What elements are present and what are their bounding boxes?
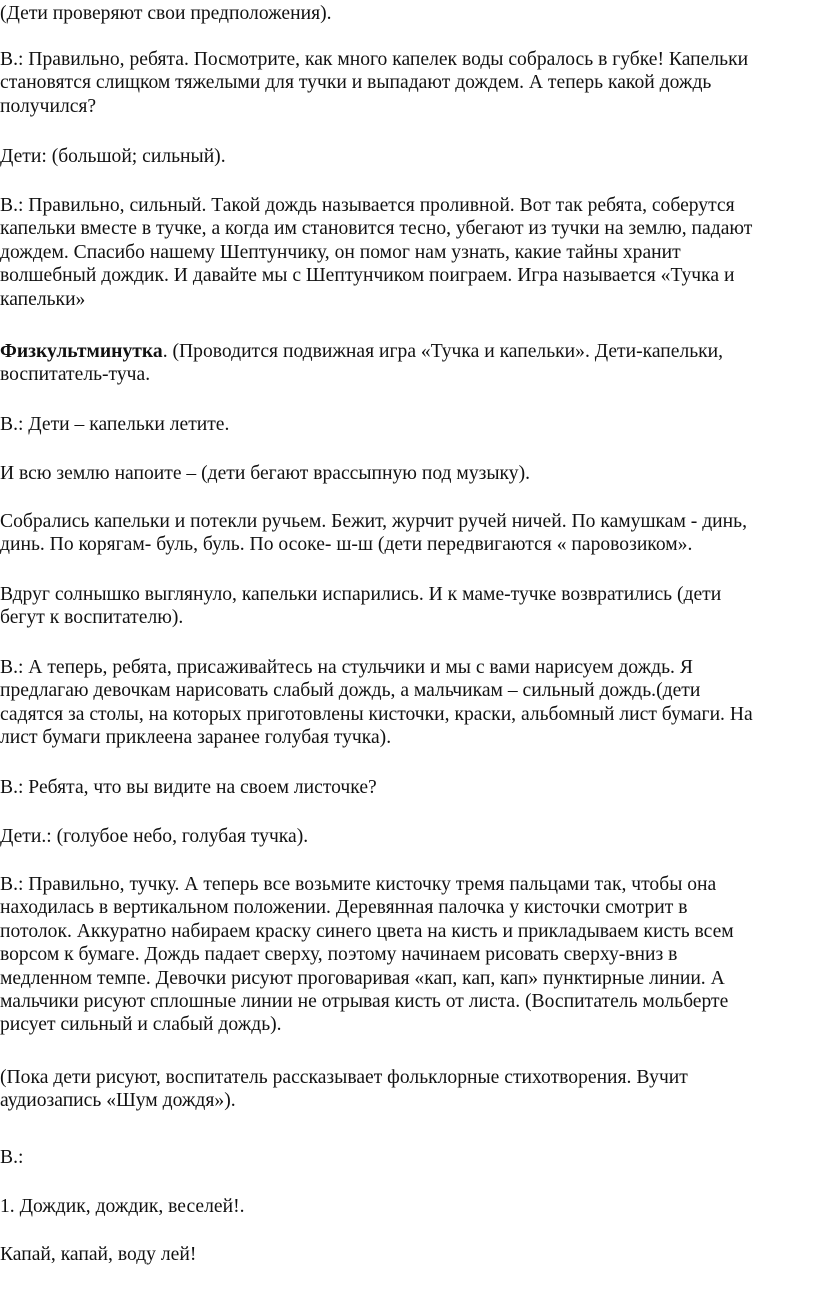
text-line: капельки» bbox=[0, 288, 86, 310]
paragraph-water-earth bbox=[0, 462, 816, 485]
paragraph-physical-minute bbox=[0, 340, 816, 387]
text-line: (Пока дети рисуют, воспитатель рассказывает фольклорные стихотворения. Вучит bbox=[0, 1067, 688, 1088]
text-line: волшебный дождик. И давайте мы с Шептунчиком поиграем. Игра называется «Тучка и bbox=[0, 265, 735, 287]
text-line: Дети.: (голубое небо, голубая тучка). bbox=[0, 826, 309, 847]
text-line: В.: А теперь, ребята, присаживайтесь на стульчики и мы с вами нарисуем дождь. Я bbox=[0, 657, 693, 678]
paragraph-question bbox=[0, 776, 816, 799]
text-line: мальчики рисуют сплошные линии не отрывая кисть от листа. (Воспитатель мольберте bbox=[0, 991, 729, 1013]
text-line: В.: Ребята, что вы видите на своем листочке? bbox=[0, 777, 377, 798]
text-line: Капай, капай, воду лей! bbox=[0, 1244, 197, 1265]
paragraph-folklore bbox=[0, 1066, 816, 1113]
text-line: медленном темпе. Девочки рисуют проговаривая «кап, кап, кап» пунктирные линии. А bbox=[0, 967, 725, 989]
text-line: (Дети проверяют свои предположения). bbox=[0, 3, 332, 24]
text-line: Собрались капельки и потекли ручьем. Бежит, журчит ручей ничей. По камушкам - динь, bbox=[0, 511, 747, 532]
text-line bbox=[0, 340, 816, 363]
text-line: В.: Правильно, сильный. Такой дождь называется проливной. Вот так ребята, соберутся bbox=[0, 195, 735, 216]
text-line: предлагаю девочкам нарисовать слабый дождь, а мальчикам – сильный дождь.(дети bbox=[0, 680, 701, 702]
text-line: становятся слищком тяжелыми для тучки и выпадают дождем. А теперь какой дождь bbox=[0, 72, 712, 94]
text-line: ворсом к бумаге. Дождь падает сверху, поэтому начинаем рисовать сверху-вниз в bbox=[0, 944, 678, 966]
text-line: бегут к воспитателю). bbox=[0, 607, 184, 629]
paragraph-stream bbox=[0, 510, 816, 557]
text-line: капельки вместе в тучке, а когда им становится тесно, убегают из тучки на землю, падают bbox=[0, 218, 753, 240]
paragraph-children-sky bbox=[0, 825, 816, 848]
paragraph-poem-line2 bbox=[0, 1243, 816, 1266]
paragraph-teacher-label bbox=[0, 1146, 816, 1169]
text-line: получился? bbox=[0, 95, 97, 117]
text-line: В.: Правильно, ребята. Посмотрите, как много капелек воды собралось в губке! Капельки bbox=[0, 49, 749, 70]
text-line: В.: Правильно, тучку. А теперь все возьмите кисточку тремя пальцами так, чтобы она bbox=[0, 874, 717, 895]
text-line: находилась в вертикальном положении. Деревянная палочка у кисточки смотрит в bbox=[0, 897, 688, 919]
paragraph-teacher-sponge bbox=[0, 48, 816, 118]
text-line: аудиозапись «Шум дождя»). bbox=[0, 1090, 236, 1112]
paragraph-brush-instructions bbox=[0, 873, 816, 1037]
paragraph-drops-fly bbox=[0, 413, 816, 436]
paragraph-sun bbox=[0, 583, 816, 630]
text-line: Дети: (большой; сильный). bbox=[0, 146, 226, 167]
text-line: динь. По корягам- буль, буль. По осоке- ш-ш (дети передвигаются « паровозиком». bbox=[0, 534, 693, 556]
text-line: 1. Дождик, дождик, веселей!. bbox=[0, 1196, 245, 1217]
text-line: потолок. Аккуратно набираем краску синего цвета на кисть и прикладываем кисть всем bbox=[0, 920, 734, 942]
text-line: воспитатель-туча. bbox=[0, 364, 151, 386]
text-line: И всю землю напоите – (дети бегают врассыпную под музыку). bbox=[0, 463, 530, 484]
text-line: В.: bbox=[0, 1147, 24, 1168]
text-fragment: . (Проводится подвижная игра «Тучка и капельки». Дети-капельки, bbox=[162, 341, 724, 362]
paragraph-drawing-intro bbox=[0, 656, 816, 750]
paragraph-intro bbox=[0, 2, 816, 25]
paragraph-children-answer bbox=[0, 145, 816, 168]
text-line: лист бумаги приклеена заранее голубая тучка). bbox=[0, 727, 392, 749]
paragraph-teacher-rain bbox=[0, 194, 816, 311]
text-line: рисует сильный и слабый дождь). bbox=[0, 1014, 282, 1036]
text-line: В.: Дети – капельки летите. bbox=[0, 414, 230, 435]
paragraph-poem-line1 bbox=[0, 1195, 816, 1218]
text-line: Вдруг солнышко выглянуло, капельки испарились. И к маме-тучке возвратились (дети bbox=[0, 584, 722, 605]
bold-heading: Физкультминутка bbox=[0, 341, 163, 362]
text-line: дождем. Спасибо нашему Шептунчику, он помог нам узнать, какие тайны хранит bbox=[0, 241, 681, 263]
text-line: садятся за столы, на которых приготовлены кисточки, краски, альбомный лист бумаги. На bbox=[0, 703, 753, 725]
